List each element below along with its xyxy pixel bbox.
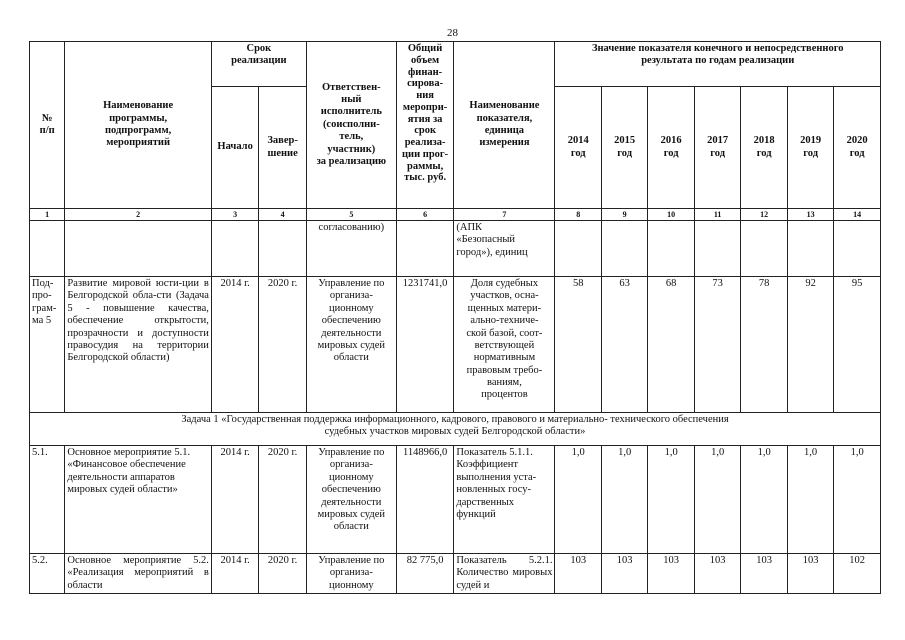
value-cell: 95 — [834, 277, 881, 413]
executor-cell: Управление по организа- ционному обеспечению деятельности мировых судей области — [306, 277, 396, 413]
header-volume: Общий объем финан- сирова- ния меропри- ятия за срок реализа- ции прог- раммы, тыс. руб. — [396, 42, 454, 209]
value-cell: 103 — [694, 554, 740, 594]
value-cell: 1,0 — [648, 446, 694, 554]
column-number: 10 — [648, 209, 694, 221]
executor-cell: согласованию) — [306, 221, 396, 277]
value-cell: 103 — [741, 554, 787, 594]
column-number: 9 — [601, 209, 647, 221]
column-number: 3 — [211, 209, 258, 221]
value-cell: 1,0 — [555, 446, 601, 554]
end-cell: 2020 г. — [259, 277, 306, 413]
value-cell: 92 — [787, 277, 833, 413]
value-cell: 103 — [555, 554, 601, 594]
table-row — [30, 446, 881, 554]
task-heading: Задача 1 «Государственная поддержка информационного, кадрового, правового и материально- технического обеспечения судебных участков мировых судей Белгородской области» — [30, 413, 881, 446]
row-number: Под- про- грам- ма 5 — [30, 277, 65, 413]
header-year: 2016 год — [648, 87, 694, 209]
indicator-cell: Доля судебных участков, осна- щенных матери- ально-техниче- ской базой, соот- ветствующей нормативным правовым требо- ваниям, процентов — [454, 277, 555, 413]
column-number: 11 — [694, 209, 740, 221]
executor-cell: Управление по организа- ционному обеспечению деятельности мировых судей области — [306, 446, 396, 554]
table-row — [30, 554, 881, 594]
header-end: Завер- шение — [259, 87, 306, 209]
executor-cell: Управление по организа- ционному — [306, 554, 396, 594]
value-cell: 103 — [787, 554, 833, 594]
volume-cell: 82 775,0 — [396, 554, 454, 594]
indicator-cell: (АПК «Безопасный город»), единиц — [454, 221, 555, 277]
measure-name-cell: Основное мероприятие 5.1. «Финансовое обеспечение деятельности аппаратов мировых судей области» — [65, 446, 212, 554]
value-cell: 102 — [834, 554, 881, 594]
header-values-group: Значение показателя конечного и непосредственного результата по годам реализации — [555, 42, 881, 87]
value-cell: 78 — [741, 277, 787, 413]
header-year: 2017 год — [694, 87, 740, 209]
value-cell: 103 — [648, 554, 694, 594]
value-cell: 1,0 — [787, 446, 833, 554]
column-number: 14 — [834, 209, 881, 221]
value-cell: 103 — [601, 554, 647, 594]
value-cell: 1,0 — [601, 446, 647, 554]
volume-cell: 1231741,0 — [396, 277, 454, 413]
indicator-cell: Показатель 5.2.1. Количество мировых судей и — [454, 554, 555, 594]
volume-cell: 1148966,0 — [396, 446, 454, 554]
header-year: 2018 год — [741, 87, 787, 209]
header-name: Наименование программы, подпрограмм, мероприятий — [65, 42, 212, 209]
header-year: 2020 год — [834, 87, 881, 209]
header-num: № п/п — [30, 42, 65, 209]
header-indicator: Наименование показателя, единица измерения — [454, 42, 555, 209]
header-executor: Ответствен- ный исполнитель (соисполни- тель, участник) за реализацию — [306, 42, 396, 209]
value-cell: 58 — [555, 277, 601, 413]
column-number-row — [30, 209, 881, 221]
value-cell: 63 — [601, 277, 647, 413]
end-cell: 2020 г. — [259, 554, 306, 594]
column-number: 4 — [259, 209, 306, 221]
header-year: 2015 год — [601, 87, 647, 209]
value-cell: 1,0 — [834, 446, 881, 554]
value-cell: 1,0 — [741, 446, 787, 554]
column-number: 8 — [555, 209, 601, 221]
task-row — [30, 413, 881, 446]
column-number: 13 — [787, 209, 833, 221]
value-cell: 1,0 — [694, 446, 740, 554]
row-number: 5.2. — [30, 554, 65, 594]
column-number: 1 — [30, 209, 65, 221]
page-number: 28 — [447, 27, 458, 39]
header-term: Срок реализации — [211, 42, 306, 87]
program-table — [29, 41, 881, 594]
value-cell: 73 — [694, 277, 740, 413]
header-start: Начало — [211, 87, 258, 209]
column-number: 7 — [454, 209, 555, 221]
header-year: 2019 год — [787, 87, 833, 209]
start-cell: 2014 г. — [211, 277, 258, 413]
measure-name-cell: Основное мероприятие 5.2. «Реализация мероприятий в области — [65, 554, 212, 594]
header-year: 2014 год — [555, 87, 601, 209]
end-cell: 2020 г. — [259, 446, 306, 554]
table-row — [30, 221, 881, 277]
column-number: 2 — [65, 209, 212, 221]
column-number: 5 — [306, 209, 396, 221]
row-number: 5.1. — [30, 446, 65, 554]
value-cell: 68 — [648, 277, 694, 413]
start-cell: 2014 г. — [211, 446, 258, 554]
table-row — [30, 277, 881, 413]
start-cell: 2014 г. — [211, 554, 258, 594]
indicator-cell: Показатель 5.1.1. Коэффициент выполнения уста- новленных госу- дарственных функций — [454, 446, 555, 554]
column-number: 12 — [741, 209, 787, 221]
program-name-cell: Развитие мировой юсти-ции в Белгородской обла-сти (Задача 5 - повышение качества, обеспечение открытости, прозрачности и доступности правосудия на территории Белгородской области) — [65, 277, 212, 413]
column-number: 6 — [396, 209, 454, 221]
